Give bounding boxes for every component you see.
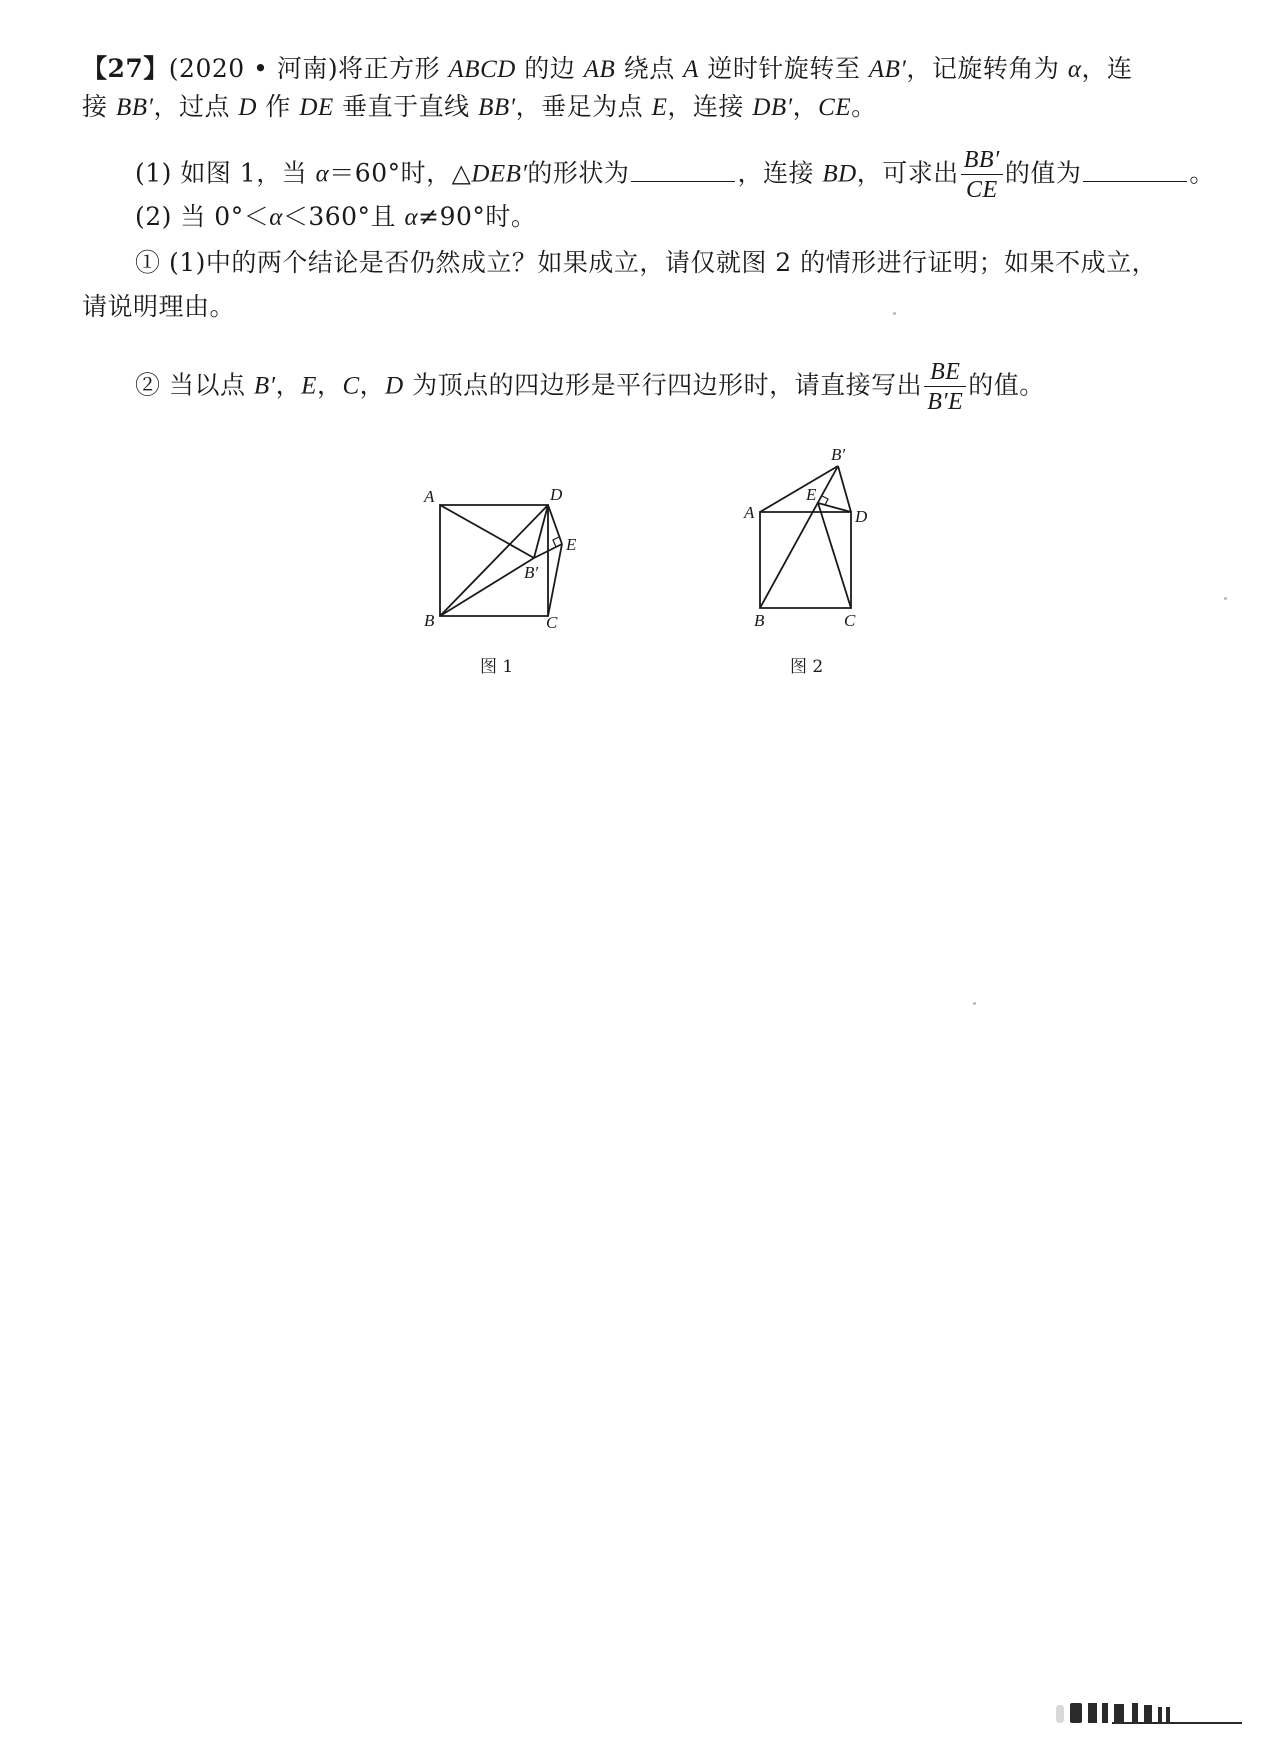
sub-question-2 xyxy=(135,360,1045,414)
math-segment: DB′ xyxy=(752,94,793,121)
math-segment: DE xyxy=(299,94,334,121)
segment-bb-prime xyxy=(760,466,838,608)
problem-number: 【27】 xyxy=(82,54,169,83)
math-segment: BD xyxy=(822,160,857,188)
figure-1 xyxy=(400,470,610,680)
part-text: 的值为 xyxy=(1004,158,1082,188)
stem-text: 。 xyxy=(851,92,877,121)
part-text: 。 xyxy=(1189,158,1215,188)
math-angle: α xyxy=(269,204,283,231)
segment-db-prime xyxy=(838,466,851,512)
sub-question-1-line-1: ① (1)中的两个结论是否仍然成立？如果成立，请仅就图 2 的情形进行证明；如果不成立， xyxy=(135,248,1158,277)
segment-ce xyxy=(818,503,851,608)
math-point: E xyxy=(651,94,668,121)
sub-text: ， xyxy=(275,370,302,400)
label-b-prime: B′ xyxy=(524,563,539,582)
part-1 xyxy=(135,148,1215,202)
part-text: ，连接 xyxy=(737,158,823,188)
label-b: B xyxy=(424,611,435,630)
part-text: (1) 如图 1，当 xyxy=(135,158,316,188)
math-segment: BB′ xyxy=(478,94,516,121)
sub-question-1-line-2: 请说明理由。 xyxy=(82,292,236,321)
answer-blank-value[interactable] xyxy=(1083,159,1187,182)
sub-text: ， xyxy=(316,370,343,400)
scan-edge-artifact xyxy=(1052,1703,1252,1727)
stem-text: ，连接 xyxy=(667,92,753,121)
stem-text: ，过点 xyxy=(153,92,239,121)
label-d: D xyxy=(550,485,563,504)
fraction-be-over-bpe xyxy=(924,360,966,414)
math-angle: α xyxy=(315,160,330,188)
label-a: A xyxy=(744,503,755,522)
segment-de xyxy=(818,503,851,512)
math-side: AB xyxy=(583,56,616,83)
stem-text: ，连 xyxy=(1081,54,1133,83)
math-angle: α xyxy=(404,204,419,231)
fraction-denominator: B′E xyxy=(927,389,964,415)
part-2 xyxy=(135,200,536,235)
segment-de xyxy=(548,505,562,544)
math-triangle: DEB′ xyxy=(471,160,528,188)
label-a: A xyxy=(424,487,435,506)
scan-speck xyxy=(893,312,896,315)
segment-ce xyxy=(548,544,562,616)
label-c: C xyxy=(546,613,558,632)
math-point: A xyxy=(683,56,699,83)
math-segment: AB′ xyxy=(868,56,907,83)
part-text: ＜360°且 xyxy=(282,202,405,231)
stem-text: 绕点 xyxy=(615,54,684,83)
part-text: (2) 当 0°＜ xyxy=(135,202,270,231)
stem-text: 将正方形 xyxy=(338,54,449,83)
stem-text: 逆时针旋转至 xyxy=(698,54,869,83)
stem-text: 的边 xyxy=(515,54,584,83)
sub-text: ② 当以点 xyxy=(135,370,254,400)
math-segment: CE xyxy=(818,94,852,121)
math-point: B′ xyxy=(253,372,276,400)
label-e: E xyxy=(566,535,577,554)
stem-text: ，记旋转角为 xyxy=(906,54,1068,83)
figure-2 xyxy=(730,440,880,640)
problem-stem-line-1 xyxy=(82,52,1132,87)
sub-text: 为顶点的四边形是平行四边形时，请直接写出 xyxy=(403,370,923,400)
answer-blank-shape[interactable] xyxy=(631,159,735,182)
label-b: B xyxy=(754,611,765,630)
problem-source: (2020 • 河南) xyxy=(168,54,339,83)
fraction-bb-over-ce xyxy=(961,148,1003,202)
label-b-prime: B′ xyxy=(831,445,846,464)
math-segment: BB′ xyxy=(115,94,154,121)
figure-2-caption: 图 2 xyxy=(790,657,824,677)
fraction-numerator: BB′ xyxy=(961,148,1003,175)
math-point: C xyxy=(342,372,360,400)
math-point: D xyxy=(238,94,257,121)
part-text: ，可求出 xyxy=(856,158,959,188)
sub-text: ， xyxy=(359,370,386,400)
math-square: ABCD xyxy=(448,56,516,83)
part-text: ＝60°时，△ xyxy=(329,158,472,188)
scan-speck xyxy=(973,1002,976,1005)
math-point: D xyxy=(385,372,404,400)
stem-text: 垂直于直线 xyxy=(333,92,479,121)
label-c: C xyxy=(844,611,856,630)
fraction-denominator: CE xyxy=(965,177,998,203)
stem-text: 作 xyxy=(256,92,300,121)
sub-text: 的值。 xyxy=(968,370,1045,400)
segment-ab-prime xyxy=(440,505,534,558)
stem-text: 接 xyxy=(82,92,116,121)
figure-1-caption: 图 1 xyxy=(480,657,514,677)
problem-stem-line-2 xyxy=(82,90,877,125)
label-d: D xyxy=(855,507,868,526)
scan-speck xyxy=(1224,597,1227,600)
stem-text: ， xyxy=(792,92,819,121)
part-text: ≠90°时。 xyxy=(418,202,537,231)
math-point: E xyxy=(301,372,317,400)
stem-text: ，垂足为点 xyxy=(515,92,652,121)
segment-bd xyxy=(440,505,548,616)
label-e: E xyxy=(806,485,817,504)
fraction-numerator: BE xyxy=(924,360,966,387)
math-angle: α xyxy=(1067,56,1082,83)
part-text: 的形状为 xyxy=(527,158,630,188)
